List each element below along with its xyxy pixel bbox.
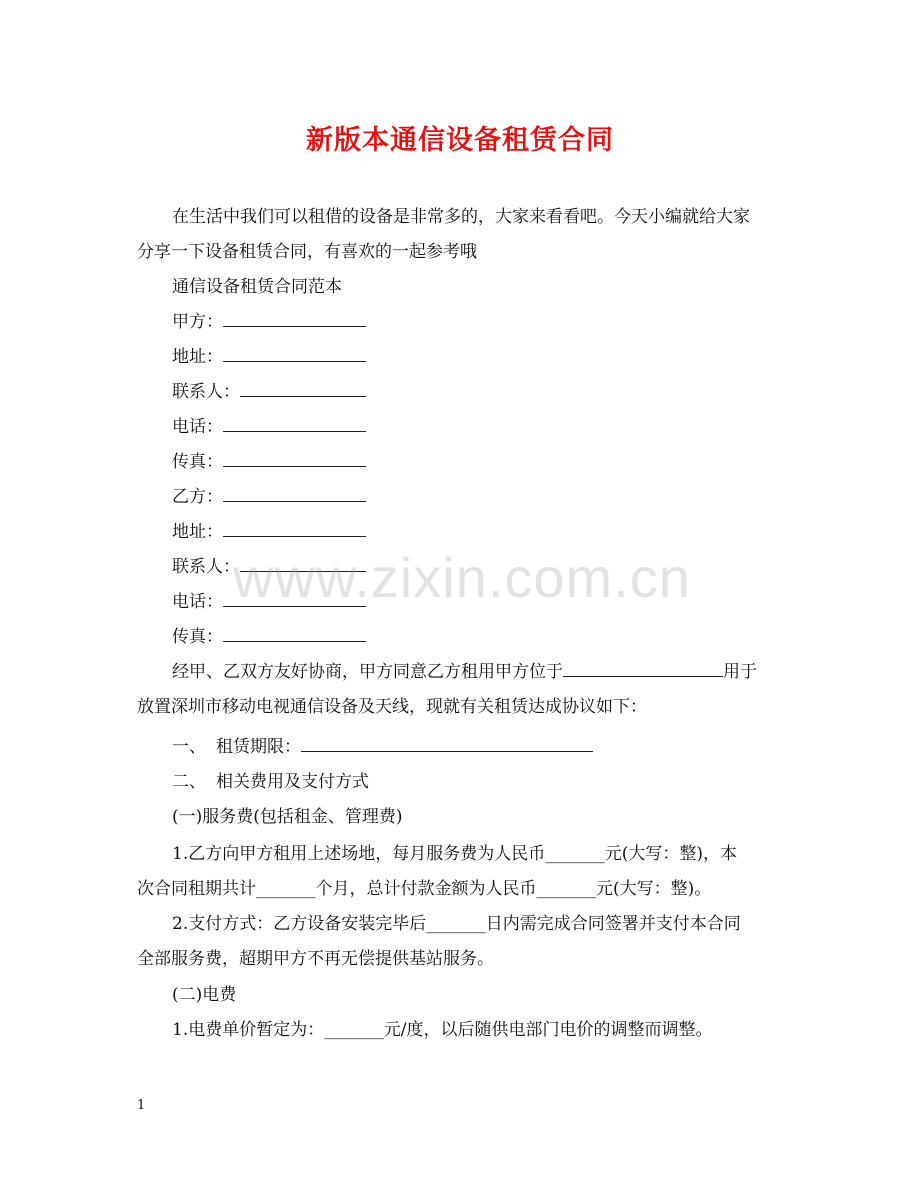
section-1 bbox=[172, 735, 593, 759]
agreement-text-start: 经甲、乙双方友好协商，甲方同意乙方租用甲方位于 bbox=[172, 662, 563, 682]
section-2-label: 相关费用及支付方式 bbox=[216, 772, 369, 792]
item-2-text-a: 2.支付方式：乙方设备安装完毕后 bbox=[172, 914, 427, 934]
payment-days-blank[interactable]: _______ bbox=[426, 914, 486, 934]
item-3-text-a: 1.电费单价暂定为： bbox=[172, 1020, 325, 1040]
agreement-line-2: 放置深圳市移动电视通信设备及天线，现就有关租赁达成协议如下： bbox=[137, 697, 647, 717]
item-1-line-1 bbox=[172, 842, 737, 866]
agreement-text-end: 用于 bbox=[723, 662, 757, 682]
party-b-fax-blank[interactable] bbox=[223, 625, 366, 642]
page-number: 1 bbox=[137, 1098, 146, 1113]
section-2-number: 二、 bbox=[172, 772, 206, 792]
item-1-text-a: 1.乙方向甲方租用上述场地，每月服务费为人民币 bbox=[172, 844, 546, 864]
intro-line-2: 分享一下设备租赁合同，有喜欢的一起参考哦 bbox=[137, 242, 477, 262]
party-b-phone-label: 电话： bbox=[172, 592, 223, 612]
party-a-address-label: 地址： bbox=[172, 347, 223, 367]
item-2-line-2: 全部服务费，超期甲方不再无偿提供基站服务。 bbox=[137, 949, 494, 969]
item-1-text-d: 个月，总计付款金额为人民币 bbox=[315, 879, 537, 899]
agreement-line-1 bbox=[172, 660, 757, 684]
party-a-phone-label: 电话： bbox=[172, 417, 223, 437]
party-a-address-field bbox=[172, 345, 366, 369]
party-a-address-blank[interactable] bbox=[223, 345, 366, 362]
item-3-line-1 bbox=[172, 1018, 712, 1042]
item-2-text-b: 日内需完成合同签署并支付本合同 bbox=[485, 914, 741, 934]
party-a-phone-blank[interactable] bbox=[223, 415, 366, 432]
item-2-line-1 bbox=[172, 912, 741, 936]
party-b-contact-label: 联系人： bbox=[172, 557, 240, 577]
months-blank[interactable]: _______ bbox=[256, 879, 316, 899]
party-b-fax-label: 传真： bbox=[172, 627, 223, 647]
party-b-address-field bbox=[172, 520, 366, 544]
party-a-fax-blank[interactable] bbox=[223, 450, 366, 467]
section-1-number: 一、 bbox=[172, 737, 206, 757]
party-b-fax-field bbox=[172, 625, 366, 649]
item-1-text-c: 次合同租期共计 bbox=[137, 879, 256, 899]
party-a-contact-blank[interactable] bbox=[240, 380, 366, 397]
party-b-blank[interactable] bbox=[223, 485, 366, 502]
contract-subtitle: 通信设备租赁合同范本 bbox=[172, 277, 342, 297]
party-a-fax-field bbox=[172, 450, 366, 474]
lease-term-blank[interactable] bbox=[301, 735, 593, 752]
party-b-address-label: 地址： bbox=[172, 522, 223, 542]
party-a-contact-label: 联系人： bbox=[172, 382, 240, 402]
party-a-phone-field bbox=[172, 415, 366, 439]
section-1-label: 租赁期限： bbox=[216, 737, 301, 757]
party-a-contact-field bbox=[172, 380, 366, 404]
location-blank[interactable] bbox=[563, 660, 723, 677]
electricity-price-blank[interactable]: _______ bbox=[324, 1020, 384, 1040]
item-1-text-b: 元(大写：整)，本 bbox=[604, 844, 737, 864]
item-1-line-2 bbox=[137, 877, 711, 901]
document-title: 新版本通信设备租赁合同 bbox=[306, 125, 614, 156]
party-b-field bbox=[172, 485, 366, 509]
party-a-blank[interactable] bbox=[223, 310, 366, 327]
monthly-fee-blank[interactable]: _______ bbox=[545, 844, 605, 864]
party-a-field bbox=[172, 310, 366, 334]
item-1-text-e: 元(大写：整)。 bbox=[596, 879, 712, 899]
intro-line-1: 在生活中我们可以租借的设备是非常多的，大家来看看吧。今天小编就给大家 bbox=[172, 207, 750, 227]
sub-heading-service-fee: (一)服务费(包括租金、管理费) bbox=[172, 807, 403, 827]
party-a-label: 甲方： bbox=[172, 312, 223, 332]
section-2 bbox=[172, 770, 369, 794]
watermark: www.zixin.com.cn bbox=[233, 546, 691, 609]
sub-heading-electricity: (二)电费 bbox=[172, 985, 237, 1005]
party-b-address-blank[interactable] bbox=[223, 520, 366, 537]
item-3-text-b: 元/度，以后随供电部门电价的调整而调整。 bbox=[383, 1020, 713, 1040]
total-amount-blank[interactable]: _______ bbox=[536, 879, 596, 899]
party-b-label: 乙方： bbox=[172, 487, 223, 507]
party-a-fax-label: 传真： bbox=[172, 452, 223, 472]
